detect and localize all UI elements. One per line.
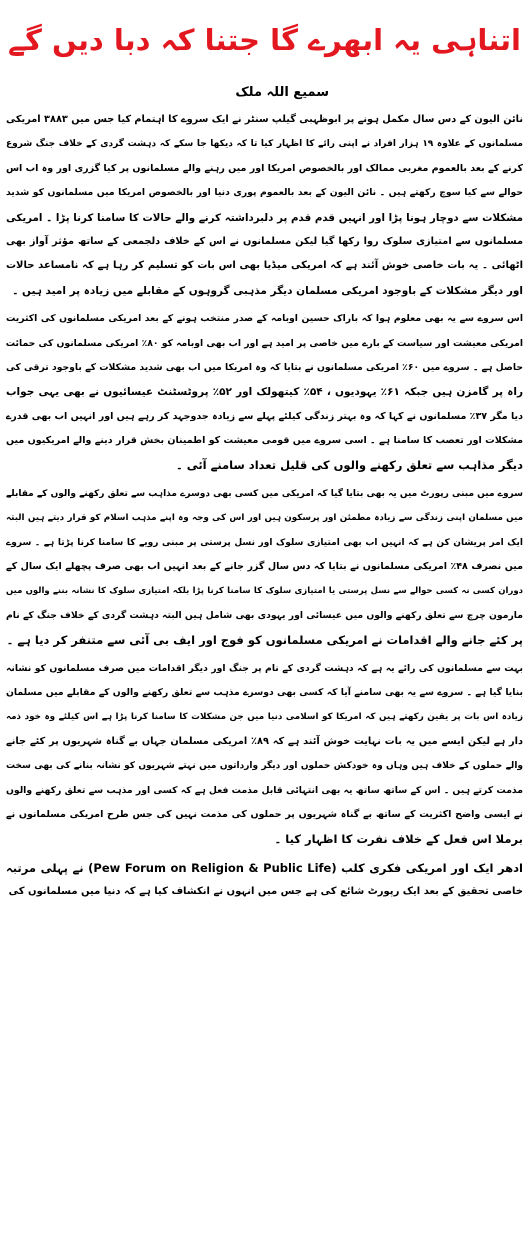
paragraph-line: سروے میں مبنی رپورٹ میں یہ بھی بتایا گیا کہ امریکی میں کسی بھی دوسرے مذاہب سے تعلق رکھنے والوں کے مقابلے [6, 488, 523, 499]
paragraph-line: مسلمانوں کے علاوہ ۱۹ ہزار افراد نے اپنی رائے کا اظہار کیا تا کہ دیکھا جا سکے کہ دہشت گردی کے خلاف جنگ شروع [6, 139, 523, 150]
paragraph-line: حاصل ہے ۔ سروے میں ۶۰٪ امریکی مسلمانوں نے بتایا کہ وہ امریکا میں اب بھی شدید مشکلات کے باوجود ترقی کی [6, 361, 523, 373]
paragraph-line: کرنے کے بعد بالعموم مغربی ممالک اور بالخصوص امریکا اور میں رہنے والے مسلمانوں پر کیا گزری اور وہ اب اس [6, 162, 523, 174]
paragraph-line: دوران کسی نہ کسی حوالے سے نسل پرستی یا امتیازی سلوک کا سامنا کرنا پڑا بلکہ امتیازی سلوک کا نشانہ بننے والوں میں [6, 586, 523, 597]
article-paragraph [6, 856, 523, 905]
paragraph-line: مارمون چرچ سے تعلق رکھنے والوں میں عیسائی اور یہودی بھی شامل ہیں البتہ دہشت گردی کے خلاف جنگ کے نام [6, 609, 523, 621]
paragraph-line: والے حملوں کے خلاف ہیں وہاں وہ خودکش حملوں اور دیگر وارداتوں میں نہتے شہریوں کو نشانہ بنانے کی بھی سخت [6, 761, 523, 772]
paragraph-line: ادھر ایک اور امریکی فکری کلب (Pew Forum on Religion & Public Life) نے پہلی مرتبہ [6, 860, 523, 875]
article-body [6, 108, 523, 905]
paragraph-line: دیا مگر ۳۷٪ مسلمانوں نے کہا کہ وہ بہتر زندگی کیلئے پہلے سے زیادہ جدوجہد کر رہے ہیں اور انہیں اب بھی قدرے [6, 410, 523, 422]
paragraph-line: نے ایسی واضح اکثریت کے ساتھ بے گناہ شہریوں پر حملوں کی مذمت نہیں کی جس طرح امریکی مسلمانوں نے [6, 808, 523, 820]
paragraph-line: دار ہے لیکن ایسے میں یہ بات نہایت خوش آئند ہے کہ ۸۹٪ امریکی مسلمان جہاں بے گناہ شہریوں پر کئے جانے [6, 735, 523, 747]
paragraph-line: اور دیگر مشکلات کے باوجود امریکی مسلمان دیگر مذہبی گروہوں کے مقابلے میں زیادہ پر امید ہیں ۔ [12, 284, 523, 297]
paragraph-line: مشکلات اور تعصب کا سامنا ہے ۔ اسی سروے میں قومی معیشت کو اطمینان بخش قرار دینے والے امریکیوں میں [6, 435, 523, 447]
paragraph-line: زیادہ اس بات پر یقین رکھتے ہیں کہ امریکا کو اسلامی دنیا میں جن مشکلات کا سامنا کرنا پڑا ہے اس کیلئے وہ خود ذمہ [6, 712, 523, 723]
paragraph-line: پر کئے جانے والے اقدامات نے امریکی مسلمانوں کو فوج اور ایف بی آئی سے متنفر کر دیا ہے ۔ [6, 633, 523, 648]
paragraph-line: دیگر مذاہب سے تعلق رکھنے والوں کی قلیل تعداد سامنے آئی ۔ [175, 458, 523, 473]
paragraph-line: امریکی معیشت اور سیاست کے بارے میں خاصی پر امید ہے اور اب بھی اوبامہ کو ۸۰٪ امریکی مسلمانوں کی حمائت [6, 337, 523, 349]
paragraph-line: میں نصرف ۴۸٪ امریکی مسلمانوں نے بتایا کہ دس سال گزر جانے کے بعد انہیں اب بھی صرف پچھلے ایک سال کے [6, 561, 523, 573]
paragraph-line: خاصی تحقیق کے بعد ایک رپورٹ شائع کی ہے جس میں انہوں نے انکشاف کیا ہے کہ دنیا میں مسلمانوں کی [8, 886, 523, 898]
article-headline: اتناہی یہ ابھرے گا جتنا کہ دبا دیں گے [7, 23, 521, 57]
paragraph-line: بہت سے مسلمانوں کی رائے یہ ہے کہ دہشت گردی کے نام پر جنگ اور دیگر اقدامات میں صرف مسلمانوں کو نشانہ [6, 662, 523, 674]
article-paragraph [6, 482, 523, 653]
paragraph-line: میں مسلمان اپنی زندگی سے زیادہ مطمئن اور پرسکون ہیں اور اس کی وجہ وہ اپنے مذہب اسلام کو قرار دیتے ہیں البتہ [6, 513, 523, 524]
paragraph-line: اس سروے سے یہ بھی معلوم ہوا کہ باراک حسین اوبامہ کے صدر منتخب ہونے کے بعد امریکی مسلمانوں کی اکثریت [6, 313, 523, 325]
paragraph-line: مشکلات سے دوچار ہونا پڑا اور انہیں قدم قدم پر دلبرداشتہ کرنے والے حالات کا سامنا کرنا پڑا ۔ امریکی [6, 211, 523, 224]
paragraph-line: برملا اس فعل کے خلاف نفرت کا اظہار کیا ۔ [274, 832, 523, 847]
paragraph-line: اٹھائی ۔ یہ بات خاصی خوش آئند ہے کہ امریکی میڈیا بھی اس بات کو تسلیم کر رہا ہے کہ نامساعد حالات [6, 260, 523, 272]
article-paragraph [6, 108, 523, 303]
author-byline: سمیع اللہ ملک [235, 85, 329, 100]
paragraph-line: حوالے سے کیا سوچ رکھتے ہیں ۔ نائن الیون کے بعد بالعموم پوری دنیا اور بالخصوص امریکا میں مسلمانوں کو شدید [6, 187, 523, 199]
paragraph-line: راہ پر گامزن ہیں جبکہ ۶۱٪ یہودیوں ، ۵۴٪ کیتھولک اور ۵۲٪ پروٹسٹنٹ عیسائیوں نے بھی یہی جواب [6, 386, 523, 399]
paragraph-line: مذمت کرتے ہیں ۔ اس کے ساتھ ساتھ یہ بھی انتہائی قابل مذمت فعل ہے کہ کسی اور مذہب سے تعلق رکھنے والوں [6, 784, 523, 796]
article-paragraph [6, 307, 523, 478]
paragraph-line: بنایا گیا ہے ۔ سروے سے یہ بھی سامنے آیا کہ کسی بھی دوسرے مذہب سے تعلق رکھنے والوں کے مقابلے میں مسلمان [6, 686, 523, 698]
paragraph-line: ایک امر پریشان کن ہے کہ انہیں اب بھی امتیازی سلوک اور نسل پرستی پر مبنی رویے کا سامنا کرنا پڑتا ہے ۔ سروے [6, 537, 523, 548]
article-paragraph [6, 657, 523, 852]
paragraph-line: نائن الیون کے دس سال مکمل ہونے پر ابوظہبی گیلپ سنٹر نے ایک سروے کا اہتمام کیا جس میں ۳۸۸۳ امریکی [6, 114, 523, 125]
paragraph-line: مسلمانوں سے امتیازی سلوک روا رکھا گیا لیکن مسلمانوں نے اس کے خلاف دلجمعی کے ساتھ مؤثر آواز بھی [6, 235, 523, 247]
